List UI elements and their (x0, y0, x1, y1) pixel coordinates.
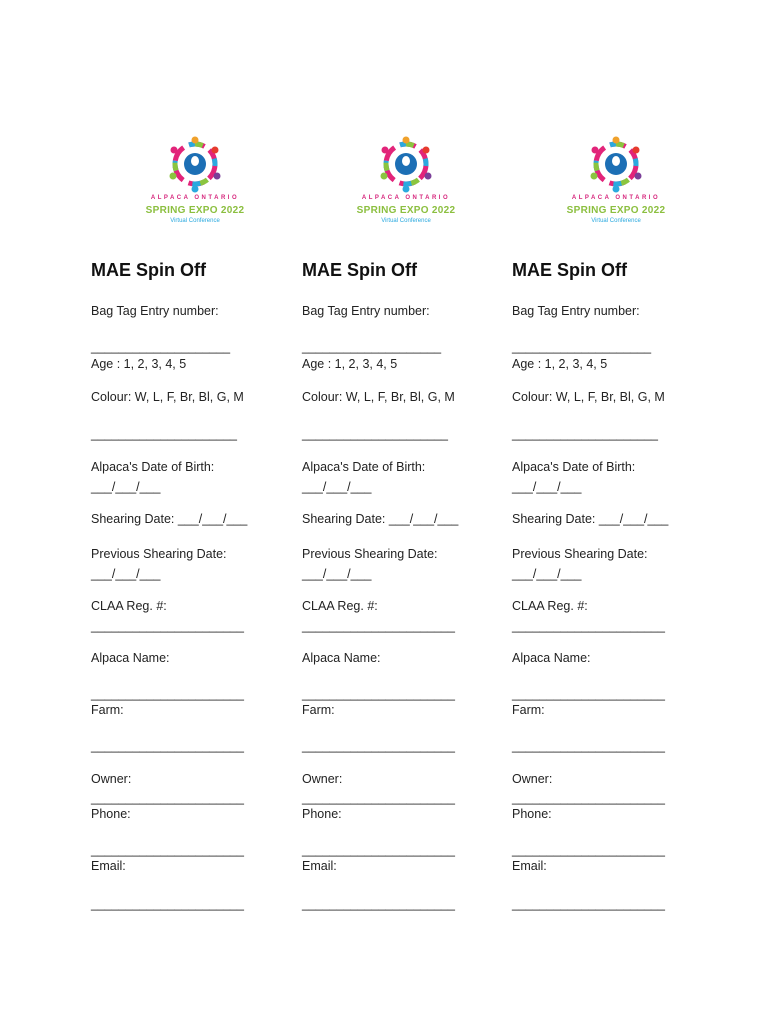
dob-label: Alpaca's Date of Birth: (302, 460, 426, 474)
expo-logo (346, 134, 466, 230)
owner-blank: ______________________ (512, 791, 665, 805)
expo-logo (135, 134, 255, 230)
farm-blank: ______________________ (91, 739, 244, 753)
age-options: Age : 1, 2, 3, 4, 5 (91, 357, 187, 371)
bag-tag-entry-blank: ____________________ (512, 340, 652, 354)
dob-label: Alpaca's Date of Birth: (512, 460, 636, 474)
colour-options: Colour: W, L, F, Br, Bl, G, M (512, 390, 665, 404)
logo-org-name: ALPACA ONTARIO (150, 195, 240, 201)
alpaca-name-label: Alpaca Name: (91, 651, 170, 665)
phone-label: Phone: (302, 807, 342, 821)
farm-blank: ______________________ (512, 739, 665, 753)
logo-org-name: ALPACA ONTARIO (571, 195, 661, 201)
colour-options: Colour: W, L, F, Br, Bl, G, M (302, 390, 455, 404)
previous-shearing-label: Previous Shearing Date: (512, 547, 648, 561)
bag-tag-entry-label: Bag Tag Entry number: (512, 304, 640, 318)
dob-blank: ___/___/___ (512, 480, 582, 494)
bag-tag-entry-blank: ____________________ (91, 340, 231, 354)
colour-options: Colour: W, L, F, Br, Bl, G, M (91, 390, 244, 404)
email-label: Email: (512, 859, 547, 873)
bag-tag-entry-label: Bag Tag Entry number: (91, 304, 219, 318)
bag-tag-column-1 (91, 0, 296, 1024)
shearing-date: Shearing Date: ___/___/___ (512, 512, 669, 526)
farm-label: Farm: (512, 703, 545, 717)
alpaca-name-blank: ______________________ (302, 687, 455, 701)
claa-reg-label: CLAA Reg. #: (91, 599, 167, 613)
colour-blank: _____________________ (302, 427, 448, 441)
alpaca-name-label: Alpaca Name: (302, 651, 381, 665)
age-options: Age : 1, 2, 3, 4, 5 (302, 357, 398, 371)
email-blank: ______________________ (91, 897, 244, 911)
owner-label: Owner: (302, 772, 343, 786)
logo-expo-name: SPRING EXPO 2022 (145, 205, 245, 216)
alpaca-ontario-logo-icon (157, 134, 233, 194)
logo-subtitle: Virtual Conference (591, 218, 641, 224)
dob-label: Alpaca's Date of Birth: (91, 460, 215, 474)
phone-label: Phone: (91, 807, 131, 821)
claa-reg-label: CLAA Reg. #: (512, 599, 588, 613)
dob-blank: ___/___/___ (302, 480, 372, 494)
farm-blank: ______________________ (302, 739, 455, 753)
owner-label: Owner: (91, 772, 132, 786)
bag-tag-column-2 (302, 0, 507, 1024)
bag-tag-column-3 (512, 0, 717, 1024)
phone-label: Phone: (512, 807, 552, 821)
phone-blank: ______________________ (512, 843, 665, 857)
previous-shearing-blank: ___/___/___ (302, 567, 372, 581)
shearing-date: Shearing Date: ___/___/___ (302, 512, 459, 526)
colour-blank: _____________________ (91, 427, 237, 441)
alpaca-name-blank: ______________________ (91, 687, 244, 701)
tag-title: MAE Spin Off (512, 260, 627, 280)
owner-label: Owner: (512, 772, 553, 786)
alpaca-ontario-logo-icon (578, 134, 654, 194)
logo-subtitle: Virtual Conference (381, 218, 431, 224)
alpaca-ontario-logo-icon (368, 134, 444, 194)
alpaca-name-blank: ______________________ (512, 687, 665, 701)
colour-blank: _____________________ (512, 427, 658, 441)
claa-reg-blank: ______________________ (512, 619, 665, 633)
dob-blank: ___/___/___ (91, 480, 161, 494)
email-blank: ______________________ (302, 897, 455, 911)
tag-title: MAE Spin Off (302, 260, 417, 280)
logo-expo-name: SPRING EXPO 2022 (356, 205, 456, 216)
previous-shearing-blank: ___/___/___ (91, 567, 161, 581)
owner-blank: ______________________ (91, 791, 244, 805)
claa-reg-label: CLAA Reg. #: (302, 599, 378, 613)
expo-logo (556, 134, 676, 230)
phone-blank: ______________________ (302, 843, 455, 857)
shearing-date: Shearing Date: ___/___/___ (91, 512, 248, 526)
phone-blank: ______________________ (91, 843, 244, 857)
email-label: Email: (91, 859, 126, 873)
age-options: Age : 1, 2, 3, 4, 5 (512, 357, 608, 371)
owner-blank: ______________________ (302, 791, 455, 805)
alpaca-name-label: Alpaca Name: (512, 651, 591, 665)
logo-org-name: ALPACA ONTARIO (361, 195, 451, 201)
email-blank: ______________________ (512, 897, 665, 911)
claa-reg-blank: ______________________ (302, 619, 455, 633)
previous-shearing-label: Previous Shearing Date: (91, 547, 227, 561)
claa-reg-blank: ______________________ (91, 619, 244, 633)
tag-title: MAE Spin Off (91, 260, 206, 280)
previous-shearing-blank: ___/___/___ (512, 567, 582, 581)
email-label: Email: (302, 859, 337, 873)
previous-shearing-label: Previous Shearing Date: (302, 547, 438, 561)
bag-tag-entry-label: Bag Tag Entry number: (302, 304, 430, 318)
bag-tag-entry-blank: ____________________ (302, 340, 442, 354)
logo-subtitle: Virtual Conference (170, 218, 220, 224)
logo-expo-name: SPRING EXPO 2022 (566, 205, 666, 216)
farm-label: Farm: (91, 703, 124, 717)
farm-label: Farm: (302, 703, 335, 717)
